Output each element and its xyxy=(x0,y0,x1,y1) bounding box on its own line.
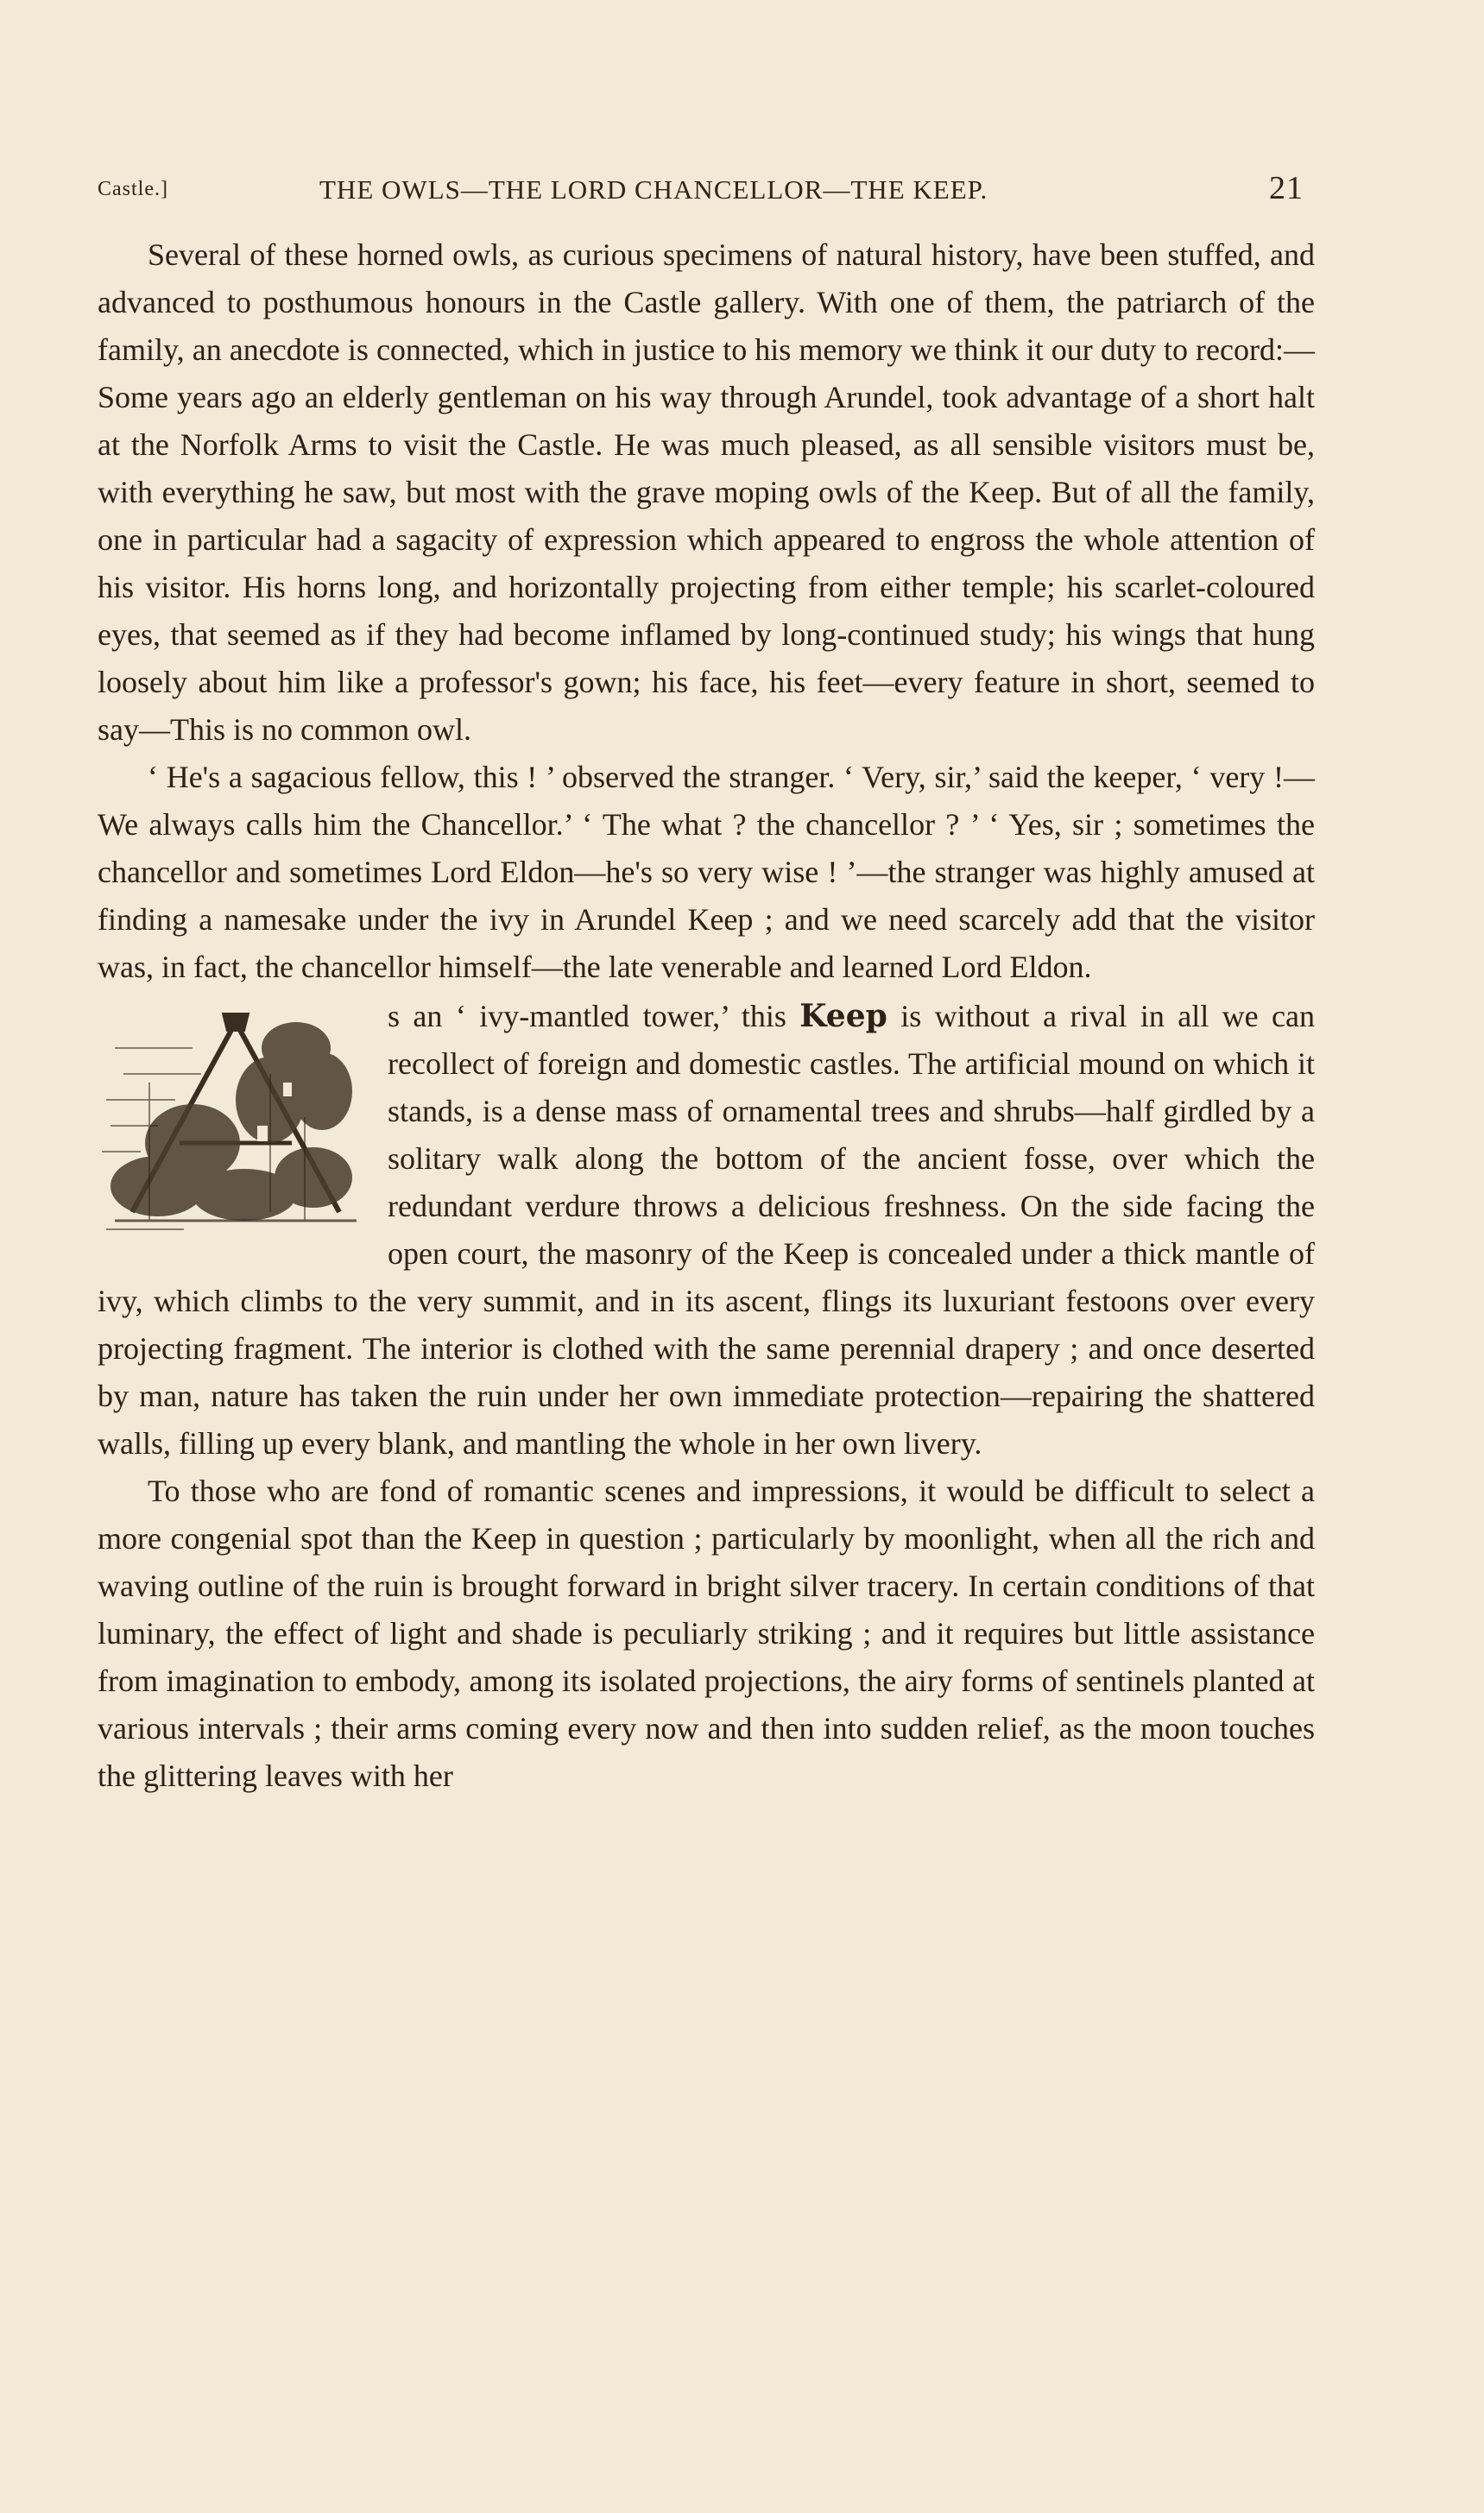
header-title: THE OWLS—THE LORD CHANCELLOR—THE KEEP. xyxy=(319,174,988,205)
paragraph-owls: Several of these horned owls, as curious specimens of natural history, have been stuffed, and advanced to posthumous honours in the Castle gallery. With one of them, the patriarch of the family, an anecdote is connected, which in justice to his memory we think it our duty to record:—Some years ago an elderly gentleman on his way through Arundel, took advantage of a short halt at the Norfolk Arms to visit the Castle. He was much pleased, as all sensible visitors must be, with everything he saw, but most with the grave moping owls of the Keep. But of all the family, one in particular had a sagacity of expression which appeared to engross the whole attention of his visitor. His horns long, and horizontally projecting from either temple; his scarlet-coloured eyes, that seemed as if they had become inflamed by long-continued study; his wings that hung loosely about him like a professor's gown; his face, his feet—every feature in short, seemed to say—This is no common owl. xyxy=(98,237,1315,747)
paragraph-keep xyxy=(98,993,1315,1468)
running-header xyxy=(0,169,1484,216)
keep-text-rest: is without a rival in all we can recollect of foreign and domestic castles. The artificial mound on which it stands, is a dense mass of ornamental trees and shrubs—half girdled by a solitary walk along the bottom of the ancient fosse, over which the redundant verdure throws a delicious freshness. On the side facing the open court, the masonry of the Keep is concealed under a thick mantle of ivy, which climbs to the very summit, and in its ascent, flings its luxuriant festoons over every projecting fragment. The interior is clothed with the same perennial drapery ; and once deserted by man, nature has taken the ruin under her own immediate protection—repairing the shattered walls, filling up every blank, and mantling the whole in her own livery. xyxy=(98,999,1316,1461)
body-text xyxy=(98,231,1315,1800)
illustrated-initial-icon xyxy=(98,996,374,1247)
paragraph-chancellor: ‘ He's a sagacious fellow, this ! ’ observed the stranger. ‘ Very, sir,’ said the keeper, ‘ very !—We always calls him the Chancellor.’ ‘ The what ? the chancellor ? ’ ‘ Yes, sir ; sometimes the chancellor and sometimes Lord Eldon—he's so very wise ! ’—the stranger was highly amused at finding a namesake under the ivy in Arundel Keep ; and we need scarcely add that the visitor was, in fact, the chancellor himself—the late venerable and learned Lord Eldon. xyxy=(98,760,1315,984)
header-section: Castle.] xyxy=(98,178,168,200)
page-number: 21 xyxy=(1269,170,1304,206)
keep-text-start: s an ‘ ivy-mantled tower,’ this xyxy=(388,999,786,1033)
paragraph-moonlight: To those who are fond of romantic scenes and impressions, it would be difficult to select a more congenial spot than the Keep in question ; particularly by moonlight, when all the rich and waving outline of the ruin is brought forward in bright silver tracery. In certain conditions of that luminary, the effect of light and shade is peculiarly striking ; and it requires but little assistance from imagination to embody, among its isolated projections, the airy forms of sentinels planted at various intervals ; their arms coming every now and then into sudden relief, as the moon touches the glittering leaves with her xyxy=(98,1474,1315,1793)
blackletter-keep: Keep xyxy=(799,998,887,1034)
